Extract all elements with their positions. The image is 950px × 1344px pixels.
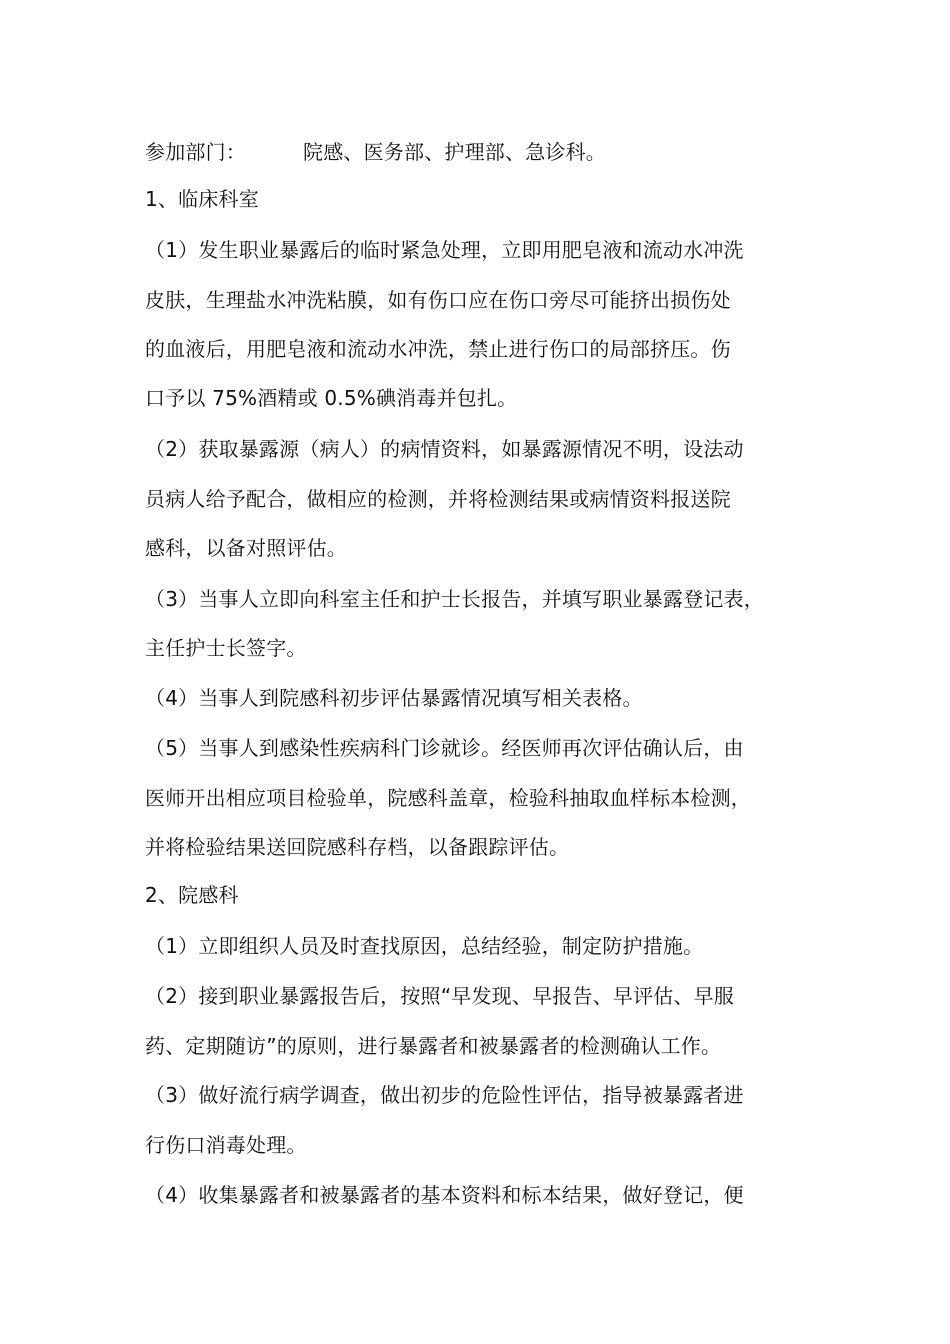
infection-item-3-line-2: 行伤口消毒处理。 <box>145 1133 307 1157</box>
participating-departments-label: 参加部门： <box>145 140 246 164</box>
clinical-item-5-line-2: 医师开出相应项目检验单，院感科盖章，检验科抽取血样标本检测， <box>145 786 751 810</box>
infection-item-3-line-1: （3）做好流行病学调查，做出初步的危险性评估，指导被暴露者进 <box>145 1083 744 1107</box>
infection-item-1-line-1: （1）立即组织人员及时查找原因，总结经验，制定防护措施。 <box>145 934 704 958</box>
clinical-item-1-line-2: 皮肤，生理盐水冲洗粘膜，如有伤口应在伤口旁尽可能挤出损伤处 <box>145 288 731 312</box>
infection-item-2-line-2: 药、定期随访”的原则，进行暴露者和被暴露者的检测确认工作。 <box>145 1034 722 1058</box>
section-heading-infection-control: 2、院感科 <box>145 883 239 907</box>
clinical-item-1-line-4: 口予以 75%酒精或 0.5%碘消毒并包扎。 <box>145 386 518 410</box>
participating-departments-value: 院感、医务部、护理部、急诊科。 <box>303 140 606 164</box>
clinical-item-1-line-3: 的血液后，用肥皂液和流动水冲洗，禁止进行伤口的局部挤压。伤 <box>145 337 731 361</box>
clinical-item-1-line-1: （1）发生职业暴露后的临时紧急处理，立即用肥皂液和流动水冲洗 <box>145 238 744 262</box>
participating-departments-line <box>145 137 606 167</box>
clinical-item-2-line-1: （2）获取暴露源（病人）的病情资料，如暴露源情况不明，设法动 <box>145 437 744 461</box>
clinical-item-3-line-1: （3）当事人立即向科室主任和护士长报告，并填写职业暴露登记表， <box>145 587 764 611</box>
clinical-item-2-line-3: 感科，以备对照评估。 <box>145 536 347 560</box>
infection-item-2-line-1: （2）接到职业暴露报告后，按照“早发现、早报告、早评估、早服 <box>145 984 735 1008</box>
clinical-item-5-line-3: 并将检验结果送回院感科存档，以备跟踪评估。 <box>145 835 570 859</box>
section-heading-clinical-departments: 1、临床科室 <box>145 187 259 211</box>
clinical-item-5-line-1: （5）当事人到感染性疾病科门诊就诊。经医师再次评估确认后，由 <box>145 736 744 760</box>
clinical-item-3-line-2: 主任护士长签字。 <box>145 636 307 660</box>
clinical-item-2-line-2: 员病人给予配合，做相应的检测，并将检测结果或病情资料报送院 <box>145 487 731 511</box>
infection-item-4-line-1: （4）收集暴露者和被暴露者的基本资料和标本结果，做好登记，便 <box>145 1183 744 1207</box>
clinical-item-4-line-1: （4）当事人到院感科初步评估暴露情况填写相关表格。 <box>145 686 643 710</box>
